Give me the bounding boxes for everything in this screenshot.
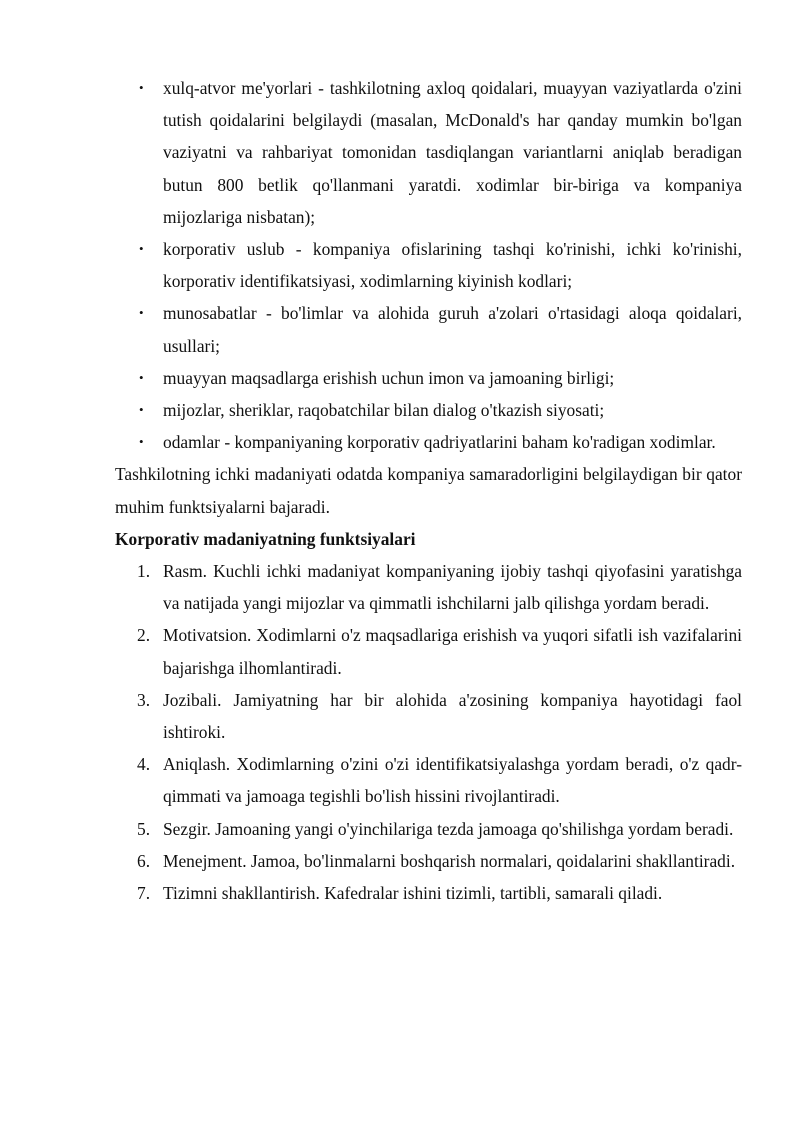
bullet-icon: • bbox=[139, 434, 144, 450]
bullet-item bbox=[115, 297, 742, 361]
item-number: 1. bbox=[137, 561, 151, 582]
bullet-text: xulq-atvor me'yorlari - tashkilotning axloq qoidalari, muayyan vaziyatlarda o'zini tutish qoidalarini belgilaydi (masalan, McDonald's har qanday mumkin bo'lgan vaziyatni va rahbariyat tomonidan tasdiqlangan variantlarni aniqlab beradigan butun 800 betlik qo'llanmani yaratdi. xodimlar bir-biriga va kompaniya mijozlariga nisbatan); bbox=[163, 78, 742, 227]
item-text: Menejment. Jamoa, bo'linmalarni boshqarish normalari, qoidalarini shakllantiradi. bbox=[163, 850, 736, 871]
bullet-text: munosabatlar - bo'limlar va alohida guruh a'zolari o'rtasidagi aloqa qoidalari, usullari; bbox=[163, 303, 742, 356]
numbered-item bbox=[115, 684, 742, 748]
bullet-item bbox=[115, 426, 742, 458]
bullet-icon: • bbox=[139, 402, 144, 418]
bullet-icon: • bbox=[139, 369, 144, 385]
bullet-text: muayyan maqsadlarga erishish uchun imon va jamoaning birligi; bbox=[163, 367, 615, 388]
bullet-text: odamlar - kompaniyaning korporativ qadriyatlarini baham ko'radigan xodimlar. bbox=[163, 432, 716, 453]
numbered-item bbox=[115, 877, 742, 909]
item-number: 4. bbox=[137, 754, 151, 775]
item-text: Rasm. Kuchli ichki madaniyat kompaniyaning ijobiy tashqi qiyofasini yaratishga va natijada yangi mijozlar va qimmatli ishchilarni jalb qilishga yordam beradi. bbox=[163, 561, 742, 614]
bullet-icon: • bbox=[139, 305, 144, 321]
item-text: Motivatsion. Xodimlarni o'z maqsadlariga erishish va yuqori sifatli ish vazifalarini bajarishga ilhomlantiradi. bbox=[163, 625, 742, 678]
bullet-icon: • bbox=[139, 241, 144, 257]
bullet-item bbox=[115, 394, 742, 426]
bullet-item bbox=[115, 233, 742, 297]
document-page bbox=[115, 72, 742, 909]
body-paragraph: Tashkilotning ichki madaniyati odatda kompaniya samaradorligini belgilaydigan bir qator muhim funktsiyalarni bajaradi. bbox=[115, 464, 742, 517]
bullet-text: korporativ uslub - kompaniya ofislarining tashqi ko'rinishi, ichki ko'rinishi, korporativ identifikatsiyasi, xodimlarning kiyinish kodlari; bbox=[163, 239, 742, 292]
section-heading: Korporativ madaniyatning funktsiyalari bbox=[115, 528, 416, 549]
numbered-item bbox=[115, 619, 742, 683]
item-text: Tizimni shakllantirish. Kafedralar ishini tizimli, tartibli, samarali qiladi. bbox=[163, 883, 663, 904]
bullet-icon: • bbox=[139, 80, 144, 95]
numbered-list bbox=[115, 555, 742, 909]
bullet-item bbox=[115, 72, 742, 233]
item-text: Sezgir. Jamoaning yangi o'yinchilariga tezda jamoaga qo'shilishga yordam beradi. bbox=[163, 818, 734, 839]
item-text: Jozibali. Jamiyatning har bir alohida a'zosining kompaniya hayotidagi faol ishtiroki. bbox=[163, 689, 742, 743]
numbered-item bbox=[115, 813, 742, 845]
bullet-list bbox=[115, 72, 742, 458]
bullet-item bbox=[115, 362, 742, 394]
item-number: 2. bbox=[137, 625, 151, 646]
item-text: Aniqlash. Xodimlarning o'zini o'zi identifikatsiyalashga yordam beradi, o'z qadr-qimmati va jamoaga tegishli bo'lish hissini rivojlantiradi. bbox=[163, 754, 742, 807]
numbered-item bbox=[115, 555, 742, 619]
item-number: 6. bbox=[137, 850, 151, 871]
numbered-item bbox=[115, 845, 742, 877]
item-number: 3. bbox=[137, 689, 151, 710]
numbered-item bbox=[115, 748, 742, 812]
item-number: 7. bbox=[137, 883, 151, 904]
bullet-text: mijozlar, sheriklar, raqobatchilar bilan dialog o'tkazish siyosati; bbox=[163, 400, 605, 421]
item-number: 5. bbox=[137, 818, 151, 839]
